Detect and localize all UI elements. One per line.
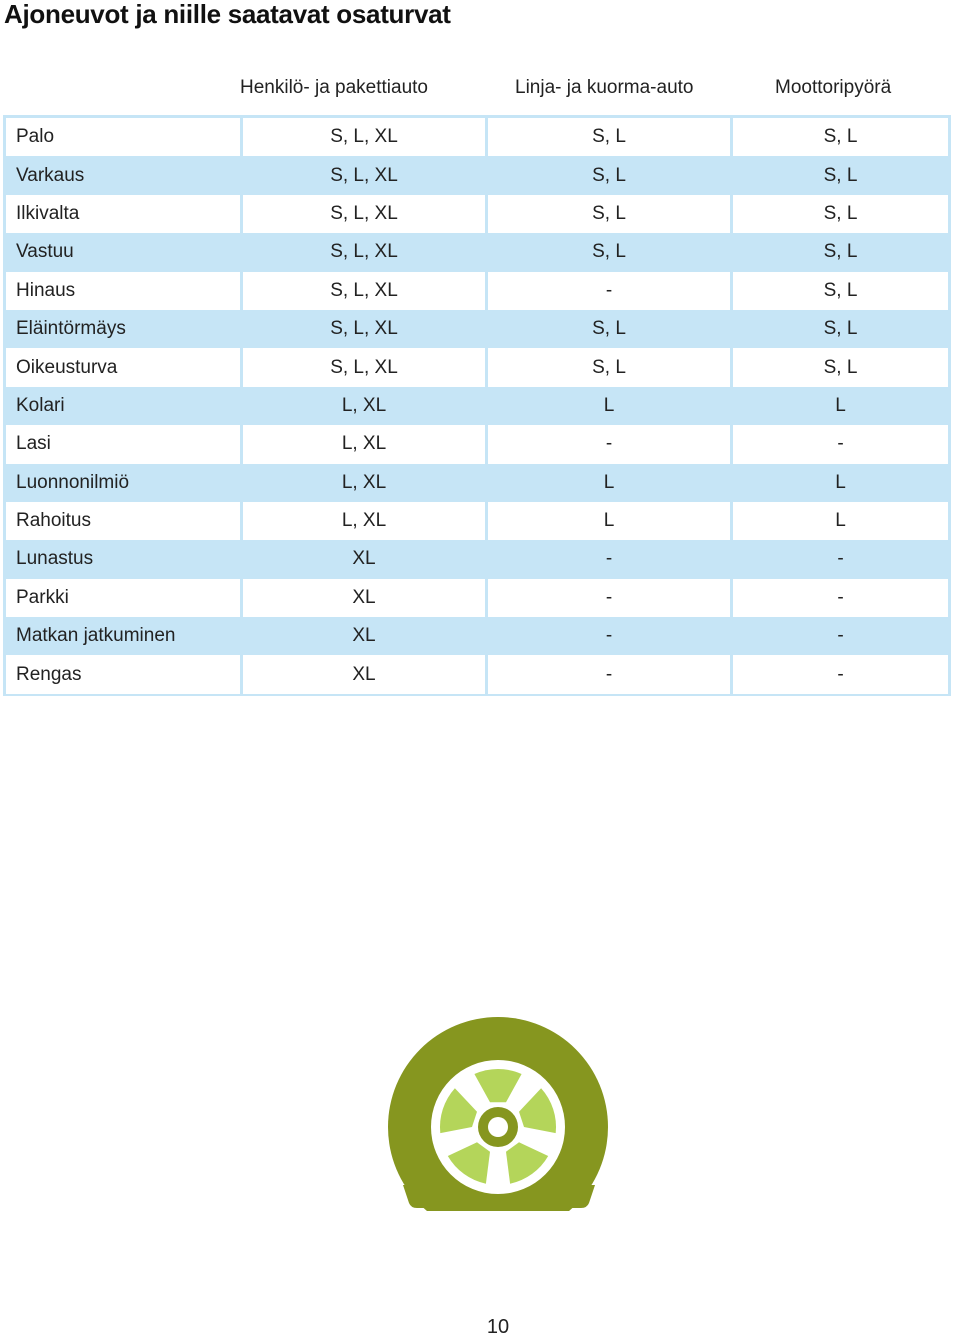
page-title: Ajoneuvot ja niille saatavat osaturvat	[4, 0, 451, 29]
column-header-motorcycle: Moottoripyörä	[775, 77, 892, 98]
table-row	[6, 195, 948, 233]
coverage-cell: -	[730, 655, 948, 693]
row-label: Parkki	[16, 586, 69, 608]
coverage-cell: -	[485, 617, 730, 655]
column-header-car-van: Henkilö- ja pakettiauto	[240, 77, 428, 98]
coverage-cell: L	[730, 464, 948, 502]
coverage-cell: S, L, XL	[240, 195, 485, 233]
coverage-cell: L, XL	[240, 425, 485, 463]
coverage-cell: S, L	[730, 272, 948, 310]
table-row	[6, 502, 948, 540]
row-label: Varkaus	[16, 164, 85, 186]
coverage-cell: S, L, XL	[240, 348, 485, 386]
coverage-cell: -	[485, 540, 730, 578]
coverage-cell: -	[485, 579, 730, 617]
coverage-cell: S, L, XL	[240, 156, 485, 194]
coverage-cell: S, L	[730, 310, 948, 348]
coverage-cell: -	[730, 579, 948, 617]
coverage-cell: S, L	[730, 118, 948, 156]
coverage-cell: XL	[240, 655, 485, 693]
coverage-cell: -	[730, 540, 948, 578]
row-label: Luonnonilmiö	[16, 471, 130, 493]
table-row	[6, 118, 948, 156]
page-number: 10	[486, 1316, 510, 1338]
coverage-cell: S, L, XL	[240, 118, 485, 156]
coverage-cell: XL	[240, 579, 485, 617]
coverage-cell: L, XL	[240, 464, 485, 502]
row-label: Vastuu	[16, 241, 74, 263]
table-row	[6, 233, 948, 271]
row-label: Oikeusturva	[16, 356, 118, 378]
row-label: Ilkivalta	[16, 202, 80, 224]
coverage-cell: S, L, XL	[240, 233, 485, 271]
table-row	[6, 655, 948, 693]
coverage-cell: L, XL	[240, 387, 485, 425]
coverage-cell: XL	[240, 617, 485, 655]
coverage-cell: S, L, XL	[240, 272, 485, 310]
column-header-bus-truck: Linja- ja kuorma-auto	[515, 77, 694, 98]
coverage-cell: L, XL	[240, 502, 485, 540]
table-row	[6, 425, 948, 463]
flat-tire-icon	[385, 1015, 611, 1211]
row-label: Lunastus	[16, 548, 94, 570]
coverage-cell: S, L	[730, 233, 948, 271]
coverage-cell: -	[730, 425, 948, 463]
coverage-cell: S, L	[485, 233, 730, 271]
table-row	[6, 387, 948, 425]
coverage-cell: S, L	[485, 118, 730, 156]
row-label: Rahoitus	[16, 510, 91, 532]
coverage-cell: XL	[240, 540, 485, 578]
coverage-cell: -	[485, 272, 730, 310]
coverage-cell: S, L	[485, 348, 730, 386]
coverage-cell: S, L, XL	[240, 310, 485, 348]
table-row	[6, 310, 948, 348]
coverage-table	[3, 115, 951, 696]
row-label: Palo	[16, 126, 55, 148]
coverage-cell: S, L	[730, 195, 948, 233]
coverage-cell: L	[485, 502, 730, 540]
coverage-cell: L	[485, 464, 730, 502]
table-row	[6, 540, 948, 578]
row-label: Matkan jatkuminen	[16, 625, 176, 647]
coverage-cell: S, L	[730, 156, 948, 194]
coverage-cell: S, L	[485, 156, 730, 194]
wheel-hub-center	[488, 1117, 508, 1137]
row-label: Eläintörmäys	[16, 318, 126, 340]
table-row	[6, 348, 948, 386]
coverage-cell: -	[730, 617, 948, 655]
table-row	[6, 272, 948, 310]
coverage-cell: L	[485, 387, 730, 425]
row-label: Lasi	[16, 433, 51, 455]
row-label: Kolari	[16, 394, 65, 416]
coverage-cell: L	[730, 502, 948, 540]
coverage-cell: -	[485, 655, 730, 693]
table-row	[6, 579, 948, 617]
table-row	[6, 464, 948, 502]
coverage-cell: S, L	[485, 195, 730, 233]
row-label: Hinaus	[16, 279, 76, 301]
row-label: Rengas	[16, 663, 82, 685]
coverage-cell: S, L	[485, 310, 730, 348]
table-row	[6, 617, 948, 655]
table-row	[6, 156, 948, 194]
coverage-cell: -	[485, 425, 730, 463]
coverage-cell: L	[730, 387, 948, 425]
coverage-cell: S, L	[730, 348, 948, 386]
